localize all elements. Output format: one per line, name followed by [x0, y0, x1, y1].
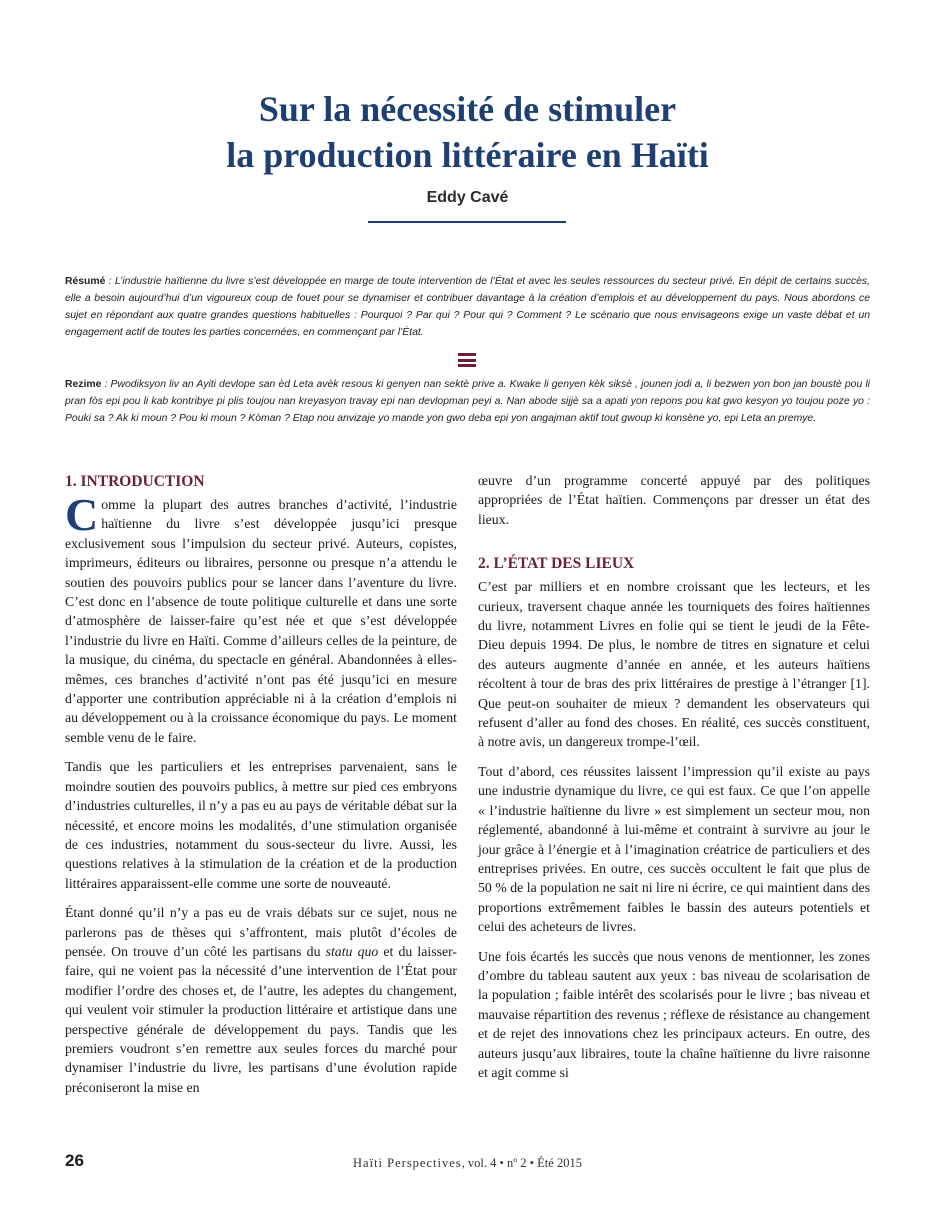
- section-heading-etat-des-lieux: 2. L’ÉTAT DES LIEUX: [478, 555, 635, 573]
- paragraph-text: omme la plupart des autres branches d’activité, l’industrie haïtienne du livre s’est développée jusqu’ici presque exclusivement sous l’impulsion du secteur privé. Auteurs, copistes, imprimeurs, éditeurs ou libraires, personne ou presque n’a attendu le soutien des pouvoirs publics pour se lancer dans l’aventure du livre. C’est donc en l’absence de toute politique culturelle et dans une sorte d’atmosphère de laisser-faire qu’est née et que s’est développée l’industrie du livre en Haïti. Comme d’ailleurs celles de la peinture, de la musique, du cinéma, du spectacle en général. Abandonnées à elles-mêmes, ces branches d’activité n’ont pas été jusqu’ici en mesure d’apporter une contribution appréciable ni à la création d’emplois ni au développement ou à la croissance économique du pays. Le moment semble venu de le faire.: [65, 497, 457, 745]
- paragraph: Tout d’abord, ces réussites laissent l’impression qu’il existe au pays une industrie dynamique du livre, ce qui est faux. Ce que l’on appelle « l’industrie haïtienne du livre » est simplement un secteur mou, non réglementé, abandonné à lui-même et contraint à survivre au jour le jour grâce à l’énergie et à l’imagination créatrice de particuliers et des entreprises privées. En outre, ces succès occultent le fait que plus de 50 % de la population ne sait ni lire ni écrire, ce qui maintient dans des proportions extrêmement faibles le bassin des auteurs potentiels et celui des acheteurs de livres.: [478, 763, 870, 935]
- paragraph-continuation: œuvre d’un programme concerté appuyé par des politiques appropriées de l’État haïtien. Commençons par dresser un état des lieux.: [478, 473, 870, 527]
- page-number: 26: [65, 1151, 84, 1170]
- paragraph: [65, 489, 457, 747]
- abstract-french-text: : L’industrie haïtienne du livre s’est développée en marge de toute intervention de l’État et avec les seules ressources du secteur privé. En dépit de certains succès, elle a besoin aujourd’hui d’un vigoureux coup de fouet pour se dynamiser et contribuer davantage à la création d’emplois et au développement du pays. Nous abordons ce sujet en répondant aux quatre grandes questions habituelles : Pourquoi ? Par qui ? Pour qui ? Comment ? Le scénario que nous envisageons exige un vaste débat et un engagement actif de toutes les parties concernées, en commençant par l’État.: [65, 276, 870, 338]
- abstract-creole-text: : Pwodiksyon liv an Ayiti devlope san èd Leta avèk resous ki genyen nan sektè prive a. Kwake li genyen kèk siksè , jounen jodi a, li bezwen yon bon jan boustè pou li pran fòs epi pou li kab kontribye pi plis toujou nan kreyasyon travay epi nan devlopman peyi a. Nan abode sijjè sa a apati yon repons pou kat gwo kesyon yo toujou poze yo : Pouki sa ? Ak ki moun ? Pou ki moun ? Kòman ? Etap nou anvizaje yo mande yon gwo deba epi yon angajman aktif tout gwoup ki konsène yo, epi Leta an premye.: [65, 379, 870, 424]
- paragraph-text: et du laisser-faire, qui ne voient pas la nécessité d’une intervention de l’État pour modifier l’ordre des choses et, de l’autre, les adeptes du changement, qui veulent voir stimuler la production littéraire et artistique dans une perspective générale de développement du pays. Tandis que les premiers voudront s’en remettre aux seules forces du marché pour dynamiser l’industrie du livre, les partisans d’une évolution rapide préconiseront la mise en: [65, 943, 458, 1095]
- section-separator-icon: [458, 353, 476, 367]
- article-title: [0, 86, 935, 178]
- left-column: [65, 471, 457, 1107]
- journal-footer: [0, 1156, 935, 1171]
- emphasis-text: statu quo: [325, 943, 379, 959]
- right-column: [478, 471, 870, 1092]
- paragraph: Tandis que les particuliers et les entreprises parvenaient, sans le moindre soutien des pouvoirs publics, à mettre sur pied ces embryons d’industries culturelles, il n’y a pas eu au pays de véritable débat sur la nécessité, et encore moins les modalités, d’une stimulation organisée de ces industries, notamment du sous-secteur du livre. Aussi, les questions relatives à la stimulation de la création et de la production littéraires apparaissent-elle comme une sorte de nouveauté.: [65, 759, 457, 891]
- drop-cap: C: [65, 489, 99, 540]
- author-divider: [368, 221, 566, 223]
- issue-number: nº 2: [503, 1156, 530, 1170]
- paragraph: [65, 903, 457, 1097]
- abstract-creole-label: Rezime: [65, 379, 102, 390]
- issue-volume: , vol. 4: [461, 1156, 500, 1170]
- bullet-separator: •: [529, 1156, 535, 1170]
- author-name: Eddy Cavé: [426, 189, 509, 206]
- abstract-french: [65, 273, 870, 341]
- article-title-line2: la production littéraire en Haïti: [226, 135, 709, 175]
- section-heading-introduction: 1. INTRODUCTION: [65, 473, 205, 490]
- issue-season: Été 2015: [534, 1156, 582, 1170]
- bullet-separator: •: [499, 1156, 504, 1170]
- abstract-french-label: Résumé: [65, 276, 106, 287]
- paragraph: C’est par milliers et en nombre croissant que les lecteurs, et les curieux, traversent chaque année les tourniquets des foires haïtiennes du livre, notamment Livres en folie qui se tient le jeudi de la Fête-Dieu depuis 1994. De plus, le nombre de titres en signature et celui des auteurs augmente d’année en année, et les auteurs haïtiens récoltent à tour de bras des prix littéraires de prestige à l’étranger [1]. Que peut-on souhaiter de mieux ? demandent les observateurs qui refusent d’aller au fond des choses. En réalité, ces succès constituent, à notre avis, un dangereux trompe-l’œil.: [478, 579, 870, 750]
- paragraph-text: Étant donné qu’il n’y a pas eu de vrais débats sur ce sujet, nous ne parlerons pas de thèses qui s’affrontent, mais plutôt d’écoles de pensée. On trouve d’un côté les partisans du: [65, 905, 457, 959]
- paragraph: Une fois écartés les succès que nous venons de mentionner, les zones d’ombre du tableau sautent aux yeux : bas niveau de scolarisation de la population ; faible intérêt des scolarisés pour le livre ; bas niveau et mauvaise répartition des revenus ; réflexe de résistance au changement et de rejet des innovations chez les principaux acteurs. En outre, des auteurs jusqu’aux libraires, toute la chaîne haïtienne du livre raisonne et agit comme si: [478, 948, 870, 1080]
- journal-name: Haïti Perspectives: [353, 1156, 462, 1170]
- article-title-line1: Sur la nécessité de stimuler: [258, 89, 677, 129]
- abstract-creole: [65, 376, 870, 427]
